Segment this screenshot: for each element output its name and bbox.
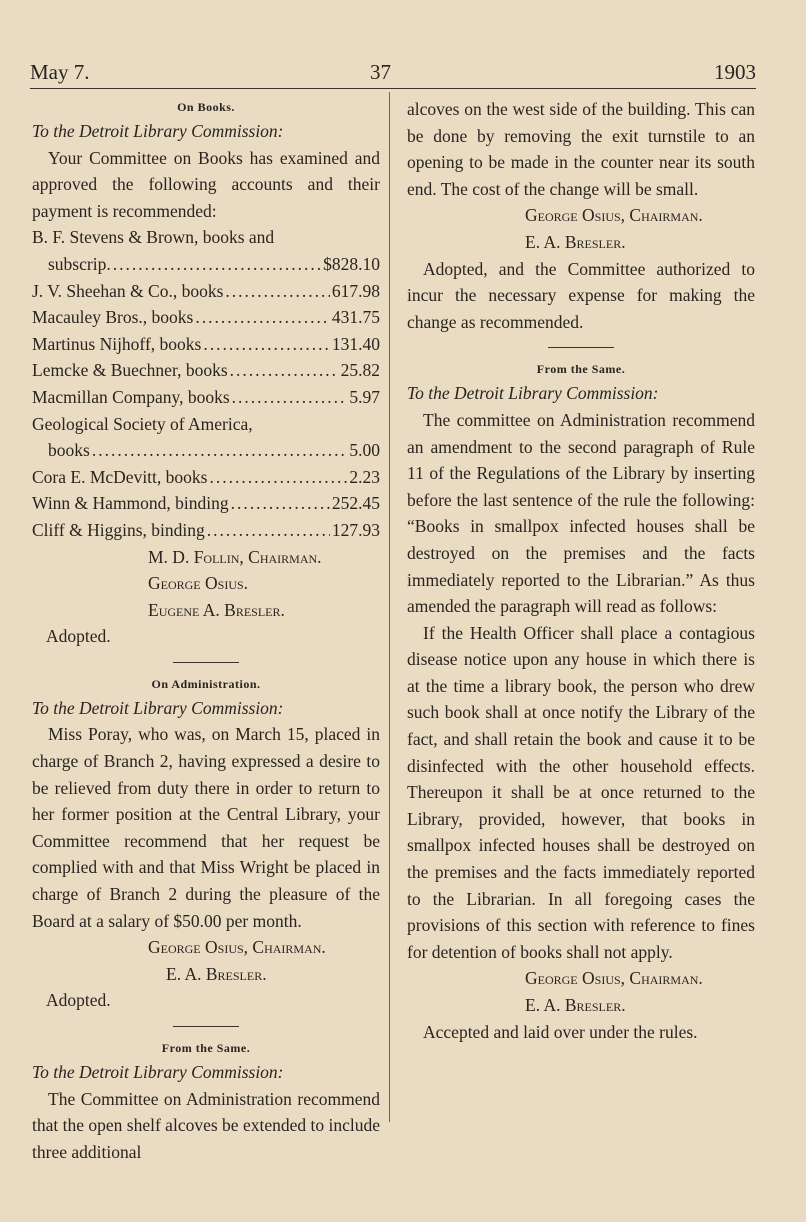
account-name: Winn & Hammond, binding xyxy=(32,493,229,514)
leader-dots xyxy=(209,464,347,491)
page-number: 37 xyxy=(370,60,391,84)
account-amount: 617.98 xyxy=(331,280,380,301)
account-amount: 2.23 xyxy=(349,466,380,487)
leader-dots xyxy=(225,278,329,305)
leader-dots xyxy=(207,517,330,544)
section-title-books: On Books. xyxy=(177,100,235,114)
account-amount: 127.93 xyxy=(331,519,380,540)
right-column xyxy=(407,96,755,1045)
signature-line: Eugene A. Bresler. xyxy=(148,599,285,620)
leader-dots xyxy=(195,304,330,331)
account-name: B. F. Stevens & Brown, books and xyxy=(32,227,275,248)
account-entry xyxy=(32,464,380,491)
signature-line: George Osius, Chairman. xyxy=(525,968,703,989)
result-line: Adopted, and the Committee authorized to incur the necessary expense for making the change as recommended. xyxy=(407,258,755,332)
account-cont: books xyxy=(48,440,90,461)
result-line: Adopted. xyxy=(46,990,111,1011)
leader-dots xyxy=(92,437,348,464)
header-rule xyxy=(30,88,756,89)
signature-line: E. A. Bresler. xyxy=(525,231,626,252)
rule-text: If the Health Officer shall place a contagious disease notice upon any house in which there is at the time a library book, the person who drew such book shall at once notify the Library of the fact, and shall retain the book and cause it to be disinfected with the other household effects. Thereupon it shall be at once returned to the Library, provided, however, that books in smallpox infected houses shall be destroyed on the premises and the facts immediately reported to the Librarian. In all foregoing cases the provisions of this section with reference to fines for detention of books shall not apply. xyxy=(407,622,755,962)
accounts-list xyxy=(32,224,380,543)
address-line: To the Detroit Library Commission: xyxy=(32,121,284,141)
account-name: Lemcke & Buechner, books xyxy=(32,360,228,381)
account-entry xyxy=(32,331,380,358)
account-name: Geological Society of America, xyxy=(32,413,253,434)
leader-dots xyxy=(232,384,348,411)
signature-line: M. D. Follin, Chairman. xyxy=(148,546,322,567)
left-column xyxy=(32,96,380,1165)
section-rule xyxy=(173,662,239,663)
account-name: Martinus Nijhoff, books xyxy=(32,333,202,354)
leader-dots xyxy=(113,251,321,278)
section-rule xyxy=(173,1026,239,1027)
account-entry xyxy=(32,278,380,305)
account-entry xyxy=(32,490,380,517)
signature-line: George Osius, Chairman. xyxy=(148,937,326,958)
page-header xyxy=(30,60,756,92)
account-amount: $828.10 xyxy=(323,253,380,274)
account-entry xyxy=(32,384,380,411)
signature-line: E. A. Bresler. xyxy=(166,963,267,984)
signature-line: George Osius, Chairman. xyxy=(525,205,703,226)
header-year: 1903 xyxy=(714,60,756,84)
address-line: To the Detroit Library Commission: xyxy=(32,697,284,718)
account-entry xyxy=(32,224,380,277)
section-title-administration: On Administration. xyxy=(151,676,261,691)
result-line: Accepted and laid over under the rules. xyxy=(423,1021,698,1042)
account-amount: 5.97 xyxy=(349,386,380,407)
account-entry xyxy=(32,411,380,464)
leader-dots xyxy=(203,331,330,358)
address-line: To the Detroit Library Commission: xyxy=(407,383,659,404)
header-date: May 7. xyxy=(30,60,90,84)
account-name: Cora E. McDevitt, books xyxy=(32,466,208,487)
leader-dots xyxy=(230,357,339,384)
account-amount: 5.00 xyxy=(349,440,380,461)
signature-line: George Osius. xyxy=(148,573,249,594)
signature-line: E. A. Bresler. xyxy=(525,995,626,1015)
account-amount: 25.82 xyxy=(340,360,380,381)
books-intro: Your Committee on Books has examined and approved the following accounts and their payment is recommended: xyxy=(32,147,380,221)
result-line: Adopted. xyxy=(46,626,111,647)
leader-dots xyxy=(231,490,330,517)
account-amount: 131.40 xyxy=(331,333,380,354)
section-title-same: From the Same. xyxy=(536,362,626,377)
account-name: Cliff & Higgins, binding xyxy=(32,519,205,540)
account-name: Macmillan Company, books xyxy=(32,386,230,407)
administration-body: Miss Poray, who was, on March 15, placed in charge of Branch 2, having expressed a desire to be relieved from duty there in order to return to her former position at the Central Library, your Committee recommend that her request be complied with and that Miss Wright be placed in charge of Branch 2 during the pleasure of the Board at a salary of $50.00 per month. xyxy=(32,724,380,931)
account-cont: subscrip. xyxy=(48,253,111,274)
same-body: The committee on Administration recommend an amendment to the second paragraph of Rule 11 of the Regulations of the Library by inserting before the last sentence of the rule the following: “Books in smallpox infected houses shall be destroyed on the premises and the facts immediately reported to the Librarian.” As thus amended the paragraph will read as follows: xyxy=(407,409,755,617)
account-name: J. V. Sheehan & Co., books xyxy=(32,280,224,301)
account-amount: 252.45 xyxy=(331,493,380,514)
account-name: Macauley Bros., books xyxy=(32,307,194,328)
account-entry xyxy=(32,304,380,331)
section-title-same: From the Same. xyxy=(161,1041,251,1055)
account-amount: 431.75 xyxy=(331,307,380,328)
same-body-end: alcoves on the west side of the building. This can be done by removing the exit turnstile to an opening to be made in the counter near its south end. The cost of the change will be small. xyxy=(407,99,755,199)
account-entry xyxy=(32,357,380,384)
same-body-start: The Committee on Administration recommend that the open shelf alcoves be extended to include three additional xyxy=(32,1088,380,1162)
account-entry xyxy=(32,517,380,544)
section-rule xyxy=(548,347,614,348)
address-line: To the Detroit Library Commission: xyxy=(32,1062,284,1082)
column-divider xyxy=(389,92,390,1122)
